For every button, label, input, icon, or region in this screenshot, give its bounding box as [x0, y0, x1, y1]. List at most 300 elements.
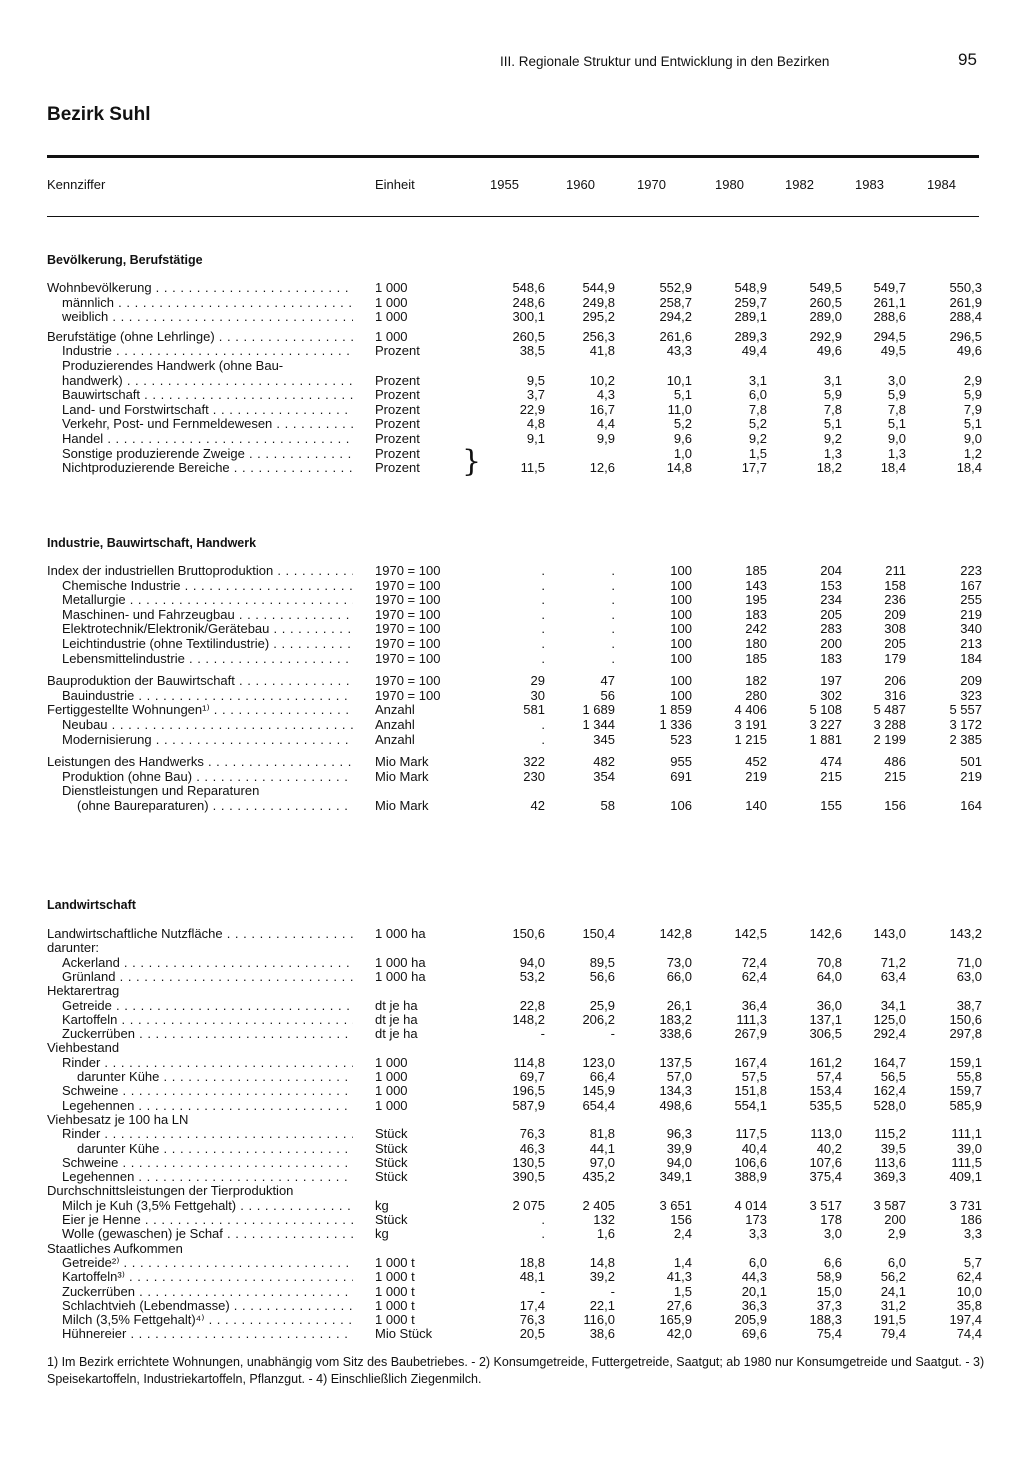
row-value: 3 587 [873, 1197, 906, 1213]
row-label-text: Bauproduktion der Bauwirtschaft [47, 673, 235, 689]
table-row [0, 1198, 1024, 1213]
row-value: 69,6 [741, 1326, 767, 1342]
row-label-text: Schweine [62, 1083, 119, 1099]
row-value: 289,3 [734, 328, 767, 344]
row-value: 179 [884, 650, 906, 666]
row-value: 39,2 [589, 1269, 615, 1285]
row-label [47, 460, 353, 475]
row-value: 125,0 [873, 1011, 906, 1027]
row-unit: 1 000 [375, 1083, 408, 1099]
row-value: 66,4 [589, 1069, 615, 1084]
row-value: 1 215 [734, 731, 767, 747]
row-label-text: darunter: [47, 940, 100, 956]
row-value: 528,0 [873, 1097, 906, 1113]
row-value: 183 [820, 650, 842, 666]
row-value: 550,3 [949, 280, 982, 295]
row-label [47, 1141, 353, 1156]
row-label [47, 1269, 353, 1284]
row-value: 57,0 [666, 1069, 692, 1084]
row-value: 71,2 [880, 954, 906, 970]
row-value: 3,0 [887, 372, 906, 388]
row-value: 340 [960, 621, 982, 637]
row-value: 100 [670, 673, 692, 689]
row-unit: 1 000 t [375, 1254, 415, 1270]
row-unit: 1970 = 100 [375, 606, 441, 622]
row-value: 209 [884, 606, 906, 622]
column-header-year: 1980 [715, 177, 744, 192]
row-label [47, 798, 353, 813]
row-label [47, 358, 353, 373]
row-unit: 1 000 t [375, 1297, 415, 1313]
row-value: 41,8 [589, 343, 615, 359]
row-label-text: Berufstätige (ohne Lehrlinge) [47, 328, 215, 344]
row-unit: Anzahl [375, 717, 415, 732]
row-value: 178 [820, 1212, 842, 1227]
row-value: 316 [884, 687, 906, 703]
row-value: 4 406 [734, 702, 767, 718]
row-label-text: Grünland [62, 968, 116, 984]
table-row [0, 578, 1024, 593]
row-value: 150,4 [582, 926, 615, 941]
table-row [0, 717, 1024, 732]
row-label-text: Kartoffeln³⁾ [62, 1269, 125, 1285]
row-label-text: Landwirtschaftliche Nutzfläche [47, 926, 223, 941]
row-value: . [541, 592, 545, 608]
row-unit: Prozent [375, 431, 420, 446]
column-header-year: 1970 [637, 177, 666, 192]
table-row [0, 431, 1024, 446]
row-value: 554,1 [734, 1097, 767, 1113]
row-value: 2,9 [887, 1226, 906, 1242]
row-value: 1,3 [887, 445, 906, 461]
row-value: 3 651 [659, 1197, 692, 1213]
row-unit: Prozent [375, 401, 420, 417]
row-value: 498,6 [659, 1097, 692, 1113]
row-label-text: Rinder [62, 1054, 101, 1070]
table-row [0, 1169, 1024, 1184]
row-value: 3 172 [949, 717, 982, 732]
row-value: 165,9 [659, 1312, 692, 1328]
row-value: 256,3 [582, 328, 615, 344]
table-row [0, 373, 1024, 388]
page-header: III. Regionale Struktur und Entwicklung in den Bezirken [500, 54, 830, 69]
row-value: 44,3 [741, 1269, 767, 1285]
row-label [47, 280, 353, 295]
row-value: 204 [820, 563, 842, 578]
row-value: 5,9 [823, 387, 842, 403]
row-value: 294,2 [659, 309, 692, 325]
row-value: 535,5 [809, 1097, 842, 1113]
row-unit: Stück [375, 1140, 408, 1156]
row-value: 2 075 [512, 1197, 545, 1213]
row-value: 123,0 [582, 1054, 615, 1070]
row-value: 6,6 [823, 1254, 842, 1270]
row-value: 113,0 [810, 1126, 842, 1142]
row-value: 1,6 [596, 1226, 615, 1242]
row-value: 142,6 [809, 926, 842, 941]
row-label-text: Produktion (ohne Bau) [62, 768, 193, 784]
table-row [0, 1183, 1024, 1198]
row-value: 242 [745, 621, 767, 637]
row-value: 62,4 [956, 1269, 982, 1285]
row-value: 94,0 [519, 954, 545, 970]
row-label [47, 1312, 353, 1327]
row-value: - [610, 1283, 615, 1299]
row-value: 1,0 [673, 445, 692, 461]
table-row [0, 754, 1024, 769]
row-value: 261,9 [949, 294, 982, 310]
row-value: 2 405 [582, 1197, 615, 1213]
row-value: 20,1 [741, 1283, 767, 1299]
row-label-text: darunter Kühe [77, 1140, 160, 1156]
row-value: 17,4 [519, 1297, 545, 1313]
column-header-year: 1960 [566, 177, 595, 192]
row-label [47, 1326, 353, 1341]
row-value: 79,4 [880, 1326, 906, 1342]
row-value: 69,7 [519, 1069, 545, 1084]
row-value: 200 [820, 636, 842, 651]
row-value: 12,6 [589, 460, 615, 476]
row-value: . [541, 636, 545, 651]
row-value: 388,9 [734, 1169, 767, 1185]
row-value: 306,5 [809, 1026, 842, 1042]
row-unit: Prozent [375, 445, 420, 461]
row-label [47, 926, 353, 941]
row-value: . [541, 563, 545, 578]
row-label-text: weiblich [62, 309, 109, 325]
row-value: 11,0 [667, 401, 692, 417]
row-value: - [540, 1283, 545, 1299]
table-row [0, 1040, 1024, 1055]
row-value: 523 [670, 731, 692, 747]
row-label-text: Viehbesatz je 100 ha LN [47, 1111, 189, 1127]
row-value: 44,1 [589, 1140, 615, 1156]
row-label-text: Milch je Kuh (3,5% Fettgehalt) [62, 1197, 237, 1213]
row-value: 71,0 [956, 954, 982, 970]
row-label-text: Hühnereier [62, 1326, 127, 1342]
table-row [0, 1298, 1024, 1313]
row-value: 9,2 [823, 431, 842, 446]
row-value: 162,4 [873, 1083, 906, 1099]
row-unit: 1 000 t [375, 1283, 415, 1299]
row-value: 57,5 [741, 1069, 767, 1084]
row-label [47, 621, 353, 636]
row-value: 195 [745, 592, 767, 608]
row-label-text: Modernisierung [62, 731, 152, 747]
row-unit: Prozent [375, 416, 420, 432]
column-header-year: 1955 [490, 177, 519, 192]
row-value: . [541, 621, 545, 637]
row-unit: 1 000 [375, 309, 408, 325]
row-value: 3,3 [748, 1226, 767, 1242]
row-value: 100 [670, 577, 692, 593]
table-row [0, 702, 1024, 717]
row-value: 30 [530, 687, 545, 703]
row-label [47, 387, 353, 402]
top-rule [47, 155, 979, 158]
row-label [47, 983, 353, 998]
row-value: 137,5 [659, 1054, 692, 1070]
row-value: 100 [670, 650, 692, 666]
row-label [47, 431, 353, 446]
row-unit: 1 000 [375, 1054, 408, 1070]
row-value: 57,4 [816, 1069, 842, 1084]
row-value: 2 385 [949, 731, 982, 747]
row-unit: 1 000 ha [375, 954, 426, 970]
row-value: 56,2 [880, 1269, 906, 1285]
row-value: 258,7 [659, 294, 692, 310]
row-value: 369,3 [873, 1169, 906, 1185]
row-value: 5 487 [873, 702, 906, 718]
row-label-text: handwerk) [62, 372, 123, 388]
row-label-text: Sonstige produzierende Zweige [62, 445, 245, 461]
column-header-unit: Einheit [375, 177, 415, 192]
row-value: 47 [600, 673, 615, 689]
row-value: 205,9 [734, 1312, 767, 1328]
row-value: 115,2 [874, 1126, 906, 1142]
row-unit: Stück [375, 1126, 408, 1142]
row-value: 25,9 [589, 997, 615, 1013]
row-value: 183 [745, 606, 767, 622]
row-value: 22,8 [519, 997, 545, 1013]
row-value: 5,2 [748, 416, 767, 432]
row-label [47, 1284, 353, 1299]
row-label [47, 1226, 353, 1241]
row-value: 5 108 [809, 702, 842, 718]
row-value: 56,6 [589, 968, 615, 984]
row-value: 197,4 [949, 1312, 982, 1328]
row-value: 5,1 [673, 387, 692, 403]
row-value: 48,1 [519, 1269, 545, 1285]
row-value: 5,1 [887, 416, 906, 432]
row-value: 188,3 [809, 1312, 842, 1328]
row-value: 544,9 [582, 280, 615, 295]
row-label [47, 732, 353, 747]
row-value: 4 014 [734, 1197, 767, 1213]
row-label [47, 1026, 353, 1041]
row-value: 234 [820, 592, 842, 608]
row-value: 74,4 [956, 1326, 982, 1342]
table-row [0, 969, 1024, 984]
row-value: 289,1 [734, 309, 767, 325]
row-value: 297,8 [949, 1026, 982, 1042]
row-unit: kg [375, 1226, 389, 1242]
row-value: 100 [670, 687, 692, 703]
row-unit: Anzahl [375, 702, 415, 718]
row-unit: Prozent [375, 343, 420, 359]
row-value: 159,1 [949, 1054, 982, 1070]
row-label-text: Metallurgie [62, 592, 126, 608]
row-label [47, 1298, 353, 1313]
row-value: 338,6 [659, 1026, 692, 1042]
row-unit: 1 000 [375, 1069, 408, 1084]
row-value: 206 [884, 673, 906, 689]
row-label-text: Ackerland [62, 954, 120, 970]
row-label-text: Hektarertrag [47, 983, 120, 999]
row-label [47, 402, 353, 417]
row-value: 7,8 [887, 401, 906, 417]
row-value: 70,8 [816, 954, 842, 970]
row-value: 7,8 [823, 401, 842, 417]
row-label [47, 1098, 353, 1113]
row-value: 46,3 [519, 1140, 545, 1156]
row-value: 206,2 [582, 1011, 615, 1027]
row-value: 142,5 [734, 926, 767, 941]
row-value: 219 [745, 768, 767, 784]
page-number: 95 [958, 50, 977, 69]
row-label-text: Fertiggestellte Wohnungen¹⁾ [47, 702, 210, 718]
header-rule [47, 216, 979, 217]
row-value: 64,0 [816, 968, 842, 984]
row-value: 585,9 [949, 1097, 982, 1113]
row-value: 322 [523, 754, 545, 770]
row-unit: Prozent [375, 372, 420, 388]
column-header-label: Kennziffer [47, 177, 106, 192]
row-unit: Prozent [375, 387, 420, 403]
row-value: 1 336 [659, 717, 692, 732]
row-value: 300,1 [512, 309, 545, 325]
row-value: 34,1 [880, 997, 906, 1013]
row-value: 259,7 [734, 294, 767, 310]
row-unit: 1970 = 100 [375, 687, 441, 703]
row-label-text: Industrie [62, 343, 112, 359]
row-value: 143 [745, 577, 767, 593]
row-value: . [541, 1212, 545, 1227]
row-label [47, 688, 353, 703]
table-row [0, 280, 1024, 295]
row-value: 63,4 [880, 968, 906, 984]
row-value: 197 [820, 673, 842, 689]
row-value: 35,8 [956, 1297, 982, 1313]
row-label-text: Kartoffeln [62, 1011, 118, 1027]
row-value: 39,9 [666, 1140, 692, 1156]
row-unit: 1970 = 100 [375, 621, 441, 637]
table-row [0, 1284, 1024, 1299]
row-label [47, 754, 353, 769]
row-value: 156 [884, 798, 906, 813]
row-value: 5,2 [673, 416, 692, 432]
row-label-text: Durchschnittsleistungen der Tierproduktion [47, 1183, 294, 1199]
row-label [47, 651, 353, 666]
table-row [0, 798, 1024, 813]
row-value: 1,3 [823, 445, 842, 461]
table-row [0, 416, 1024, 431]
row-value: 9,2 [748, 431, 767, 446]
table-row [0, 460, 1024, 475]
row-unit: dt je ha [375, 1026, 418, 1042]
row-value: 213 [960, 636, 982, 651]
row-value: 9,0 [887, 431, 906, 446]
row-value: 1 344 [582, 717, 615, 732]
table-row [0, 651, 1024, 666]
row-value: 549,7 [873, 280, 906, 295]
table-row [0, 1226, 1024, 1241]
row-value: 219 [960, 606, 982, 622]
row-unit: 1 000 [375, 280, 408, 295]
row-label-text: (ohne Baureparaturen) [77, 798, 209, 813]
row-value: 26,1 [666, 997, 692, 1013]
row-value: 186 [960, 1212, 982, 1227]
row-value: 140 [745, 798, 767, 813]
row-value: 955 [670, 754, 692, 770]
row-value: 145,9 [582, 1083, 615, 1099]
row-value: 76,3 [519, 1312, 545, 1328]
table-row [0, 1026, 1024, 1041]
row-value: 37,3 [816, 1297, 842, 1313]
row-value: 185 [745, 650, 767, 666]
row-label [47, 607, 353, 622]
row-label [47, 1055, 353, 1070]
column-header-year: 1983 [855, 177, 884, 192]
row-label [47, 416, 353, 431]
row-value: 42 [530, 798, 545, 813]
row-label-text: Legehennen [62, 1169, 135, 1185]
row-label [47, 636, 353, 651]
row-value: 159,7 [949, 1083, 982, 1099]
row-value: 100 [670, 636, 692, 651]
table-row [0, 926, 1024, 941]
row-label-text: Bauindustrie [62, 687, 135, 703]
row-value: 7,9 [963, 401, 982, 417]
table-row [0, 563, 1024, 578]
row-label [47, 1040, 353, 1055]
row-value: 27,6 [666, 1297, 692, 1313]
row-value: 164 [960, 798, 982, 813]
row-unit: 1970 = 100 [375, 577, 441, 593]
row-value: 38,7 [956, 997, 982, 1013]
row-value: 180 [745, 636, 767, 651]
row-value: 549,5 [809, 280, 842, 295]
row-value: 161,2 [809, 1054, 842, 1070]
row-label-text: Wolle (gewaschen) je Schaf [62, 1226, 223, 1242]
row-value: 1,2 [963, 445, 982, 461]
row-value: 100 [670, 621, 692, 637]
table-row [0, 607, 1024, 622]
row-value: 173 [745, 1212, 767, 1227]
row-value: 209 [960, 673, 982, 689]
row-value: 230 [523, 768, 545, 784]
row-value: 75,4 [816, 1326, 842, 1342]
row-value: 100 [670, 606, 692, 622]
row-label [47, 1083, 353, 1098]
row-label [47, 1183, 353, 1198]
row-value: 1,5 [673, 1283, 692, 1299]
row-label-text: Maschinen- und Fahrzeugbau [62, 606, 235, 622]
row-value: . [611, 650, 615, 666]
row-value: 3,1 [823, 372, 842, 388]
table-row [0, 998, 1024, 1013]
row-value: 4,4 [596, 416, 615, 432]
row-value: 6,0 [887, 1254, 906, 1270]
row-label [47, 769, 353, 784]
table-row [0, 343, 1024, 358]
row-unit: 1 000 [375, 1097, 408, 1113]
row-value: 151,8 [734, 1083, 767, 1099]
row-value: 288,4 [949, 309, 982, 325]
row-value: 9,1 [526, 431, 545, 446]
row-unit: Mio Mark [375, 754, 429, 770]
row-label-text: Produzierendes Handwerk (ohne Bau- [62, 358, 284, 373]
row-value: - [610, 1026, 615, 1042]
row-value: 16,7 [589, 401, 615, 417]
row-value: 548,6 [512, 280, 545, 295]
row-label-text: Leistungen des Handwerks [47, 754, 204, 770]
row-unit: 1 000 ha [375, 968, 426, 984]
row-unit: Mio Stück [375, 1326, 433, 1342]
row-value: 323 [960, 687, 982, 703]
row-value: 15,0 [816, 1283, 842, 1299]
row-value: 482 [593, 754, 615, 770]
